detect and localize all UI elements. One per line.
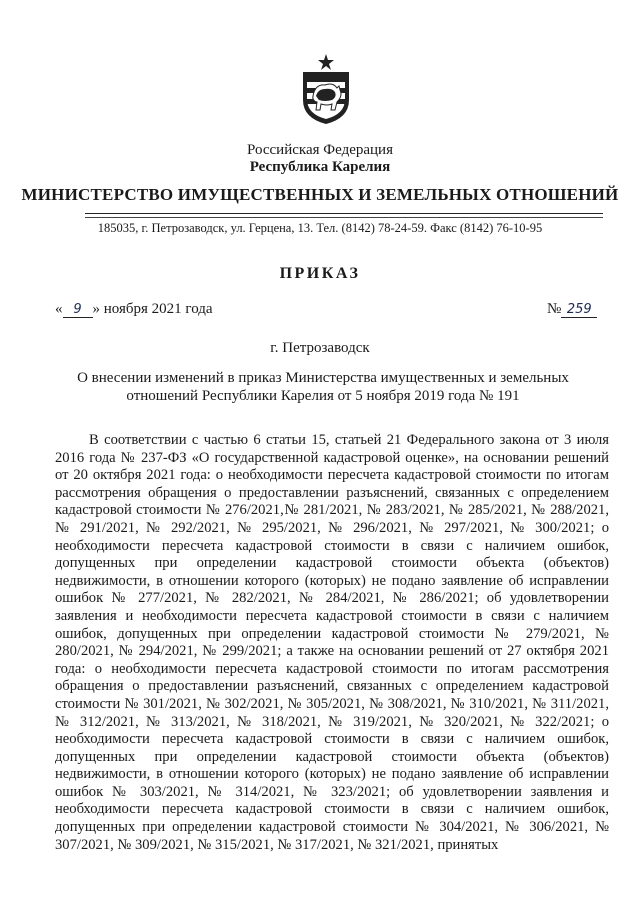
- date-open-quote: «: [55, 301, 63, 317]
- order-number-label: №: [547, 301, 562, 317]
- order-date: [55, 300, 213, 318]
- date-month-year: » ноября 2021 года: [92, 301, 213, 317]
- order-subject: О внесении изменений в приказ Министерства имущественных и земельных отношений Республики Карелия от 5 ноября 2019 года № 191: [77, 370, 569, 404]
- coat-of-arms-icon: [299, 52, 353, 126]
- republic-name: Республика Карелия: [249, 159, 391, 175]
- country-name: Российская Федерация: [247, 142, 393, 158]
- order-city: г. Петрозаводск: [270, 340, 370, 356]
- order-body-paragraph: В соответствии с частью 6 статьи 15, статьей 21 Федерального закона от 3 июля 2016 года № 237-ФЗ «О государственной кадастровой оценке», на основании решений от 20 октября 2021 года: о необходимости пересчета кадастровой стоимости по итогам рассмотрения обращения о предоставлении разъяснений, связанных с определением кадастровой стоимости № 276/2021,№ 281/2021, № 283/2021, № 285/2021, № 288/2021, № 291/2021, № 292/2021, № 295/2021, № 296/2021, № 297/2021, № 300/2021; о необходимости пересчета кадастровой стоимости в связи с наличием ошибок, допущенных при определении кадастровой стоимости объекта (объектов) недвижимости, в отношении которого (которых) не подано заявление об исправлении ошибок № 277/2021, № 282/2021, № 284/2021, № 286/2021; об удовлетворении заявления и необходимости пересчета кадастровой стоимости в связи с наличием ошибок, допущенных при определении кадастровой стоимости № 279/2021, № 280/2021, № 294/2021, № 299/2021; а также на основании решений от 27 октября 2021 года: о необходимости пересчета кадастровой стоимости по итогам рассмотрения обращения о предоставлении разъяснений, связанных с определением кадастровой стоимости № 301/2021, № 302/2021, № 305/2021, № 308/2021, № 310/2021, № 311/2021, № 312/2021, № 313/2021, № 318/2021, № 319/2021, № 320/2021, № 322/2021; о необходимости пересчета кадастровой стоимости в связи с наличием ошибок, допущенных при определении кадастровой стоимости объекта (объектов) недвижимости, в отношении которого (которых) не подано заявление об исправлении ошибок № 303/2021, № 314/2021, № 323/2021; об удовлетворении заявления и необходимости пересчета кадастровой стоимости в связи с наличием ошибок, допущенных при определении кадастровой стоимости № 304/2021, № 306/2021, № 307/2021, № 309/2021, № 315/2021, № 317/2021, № 321/2021, принятых: [55, 432, 609, 853]
- date-day-handwritten: 9: [63, 303, 93, 318]
- ministry-name: МИНИСТЕРСТВО ИМУЩЕСТВЕННЫХ И ЗЕМЕЛЬНЫХ ОТНОШЕНИЙ: [21, 185, 619, 204]
- document-title: ПРИКАЗ: [279, 265, 361, 282]
- ministry-address: 185035, г. Петрозаводск, ул. Герцена, 13. Тел. (8142) 78-24-59. Факс (8142) 76-10-95: [97, 221, 543, 235]
- header-divider-thick: [85, 213, 603, 214]
- order-number-handwritten: 259: [561, 303, 597, 318]
- order-number: [547, 300, 597, 318]
- header-divider-thin: [85, 217, 603, 218]
